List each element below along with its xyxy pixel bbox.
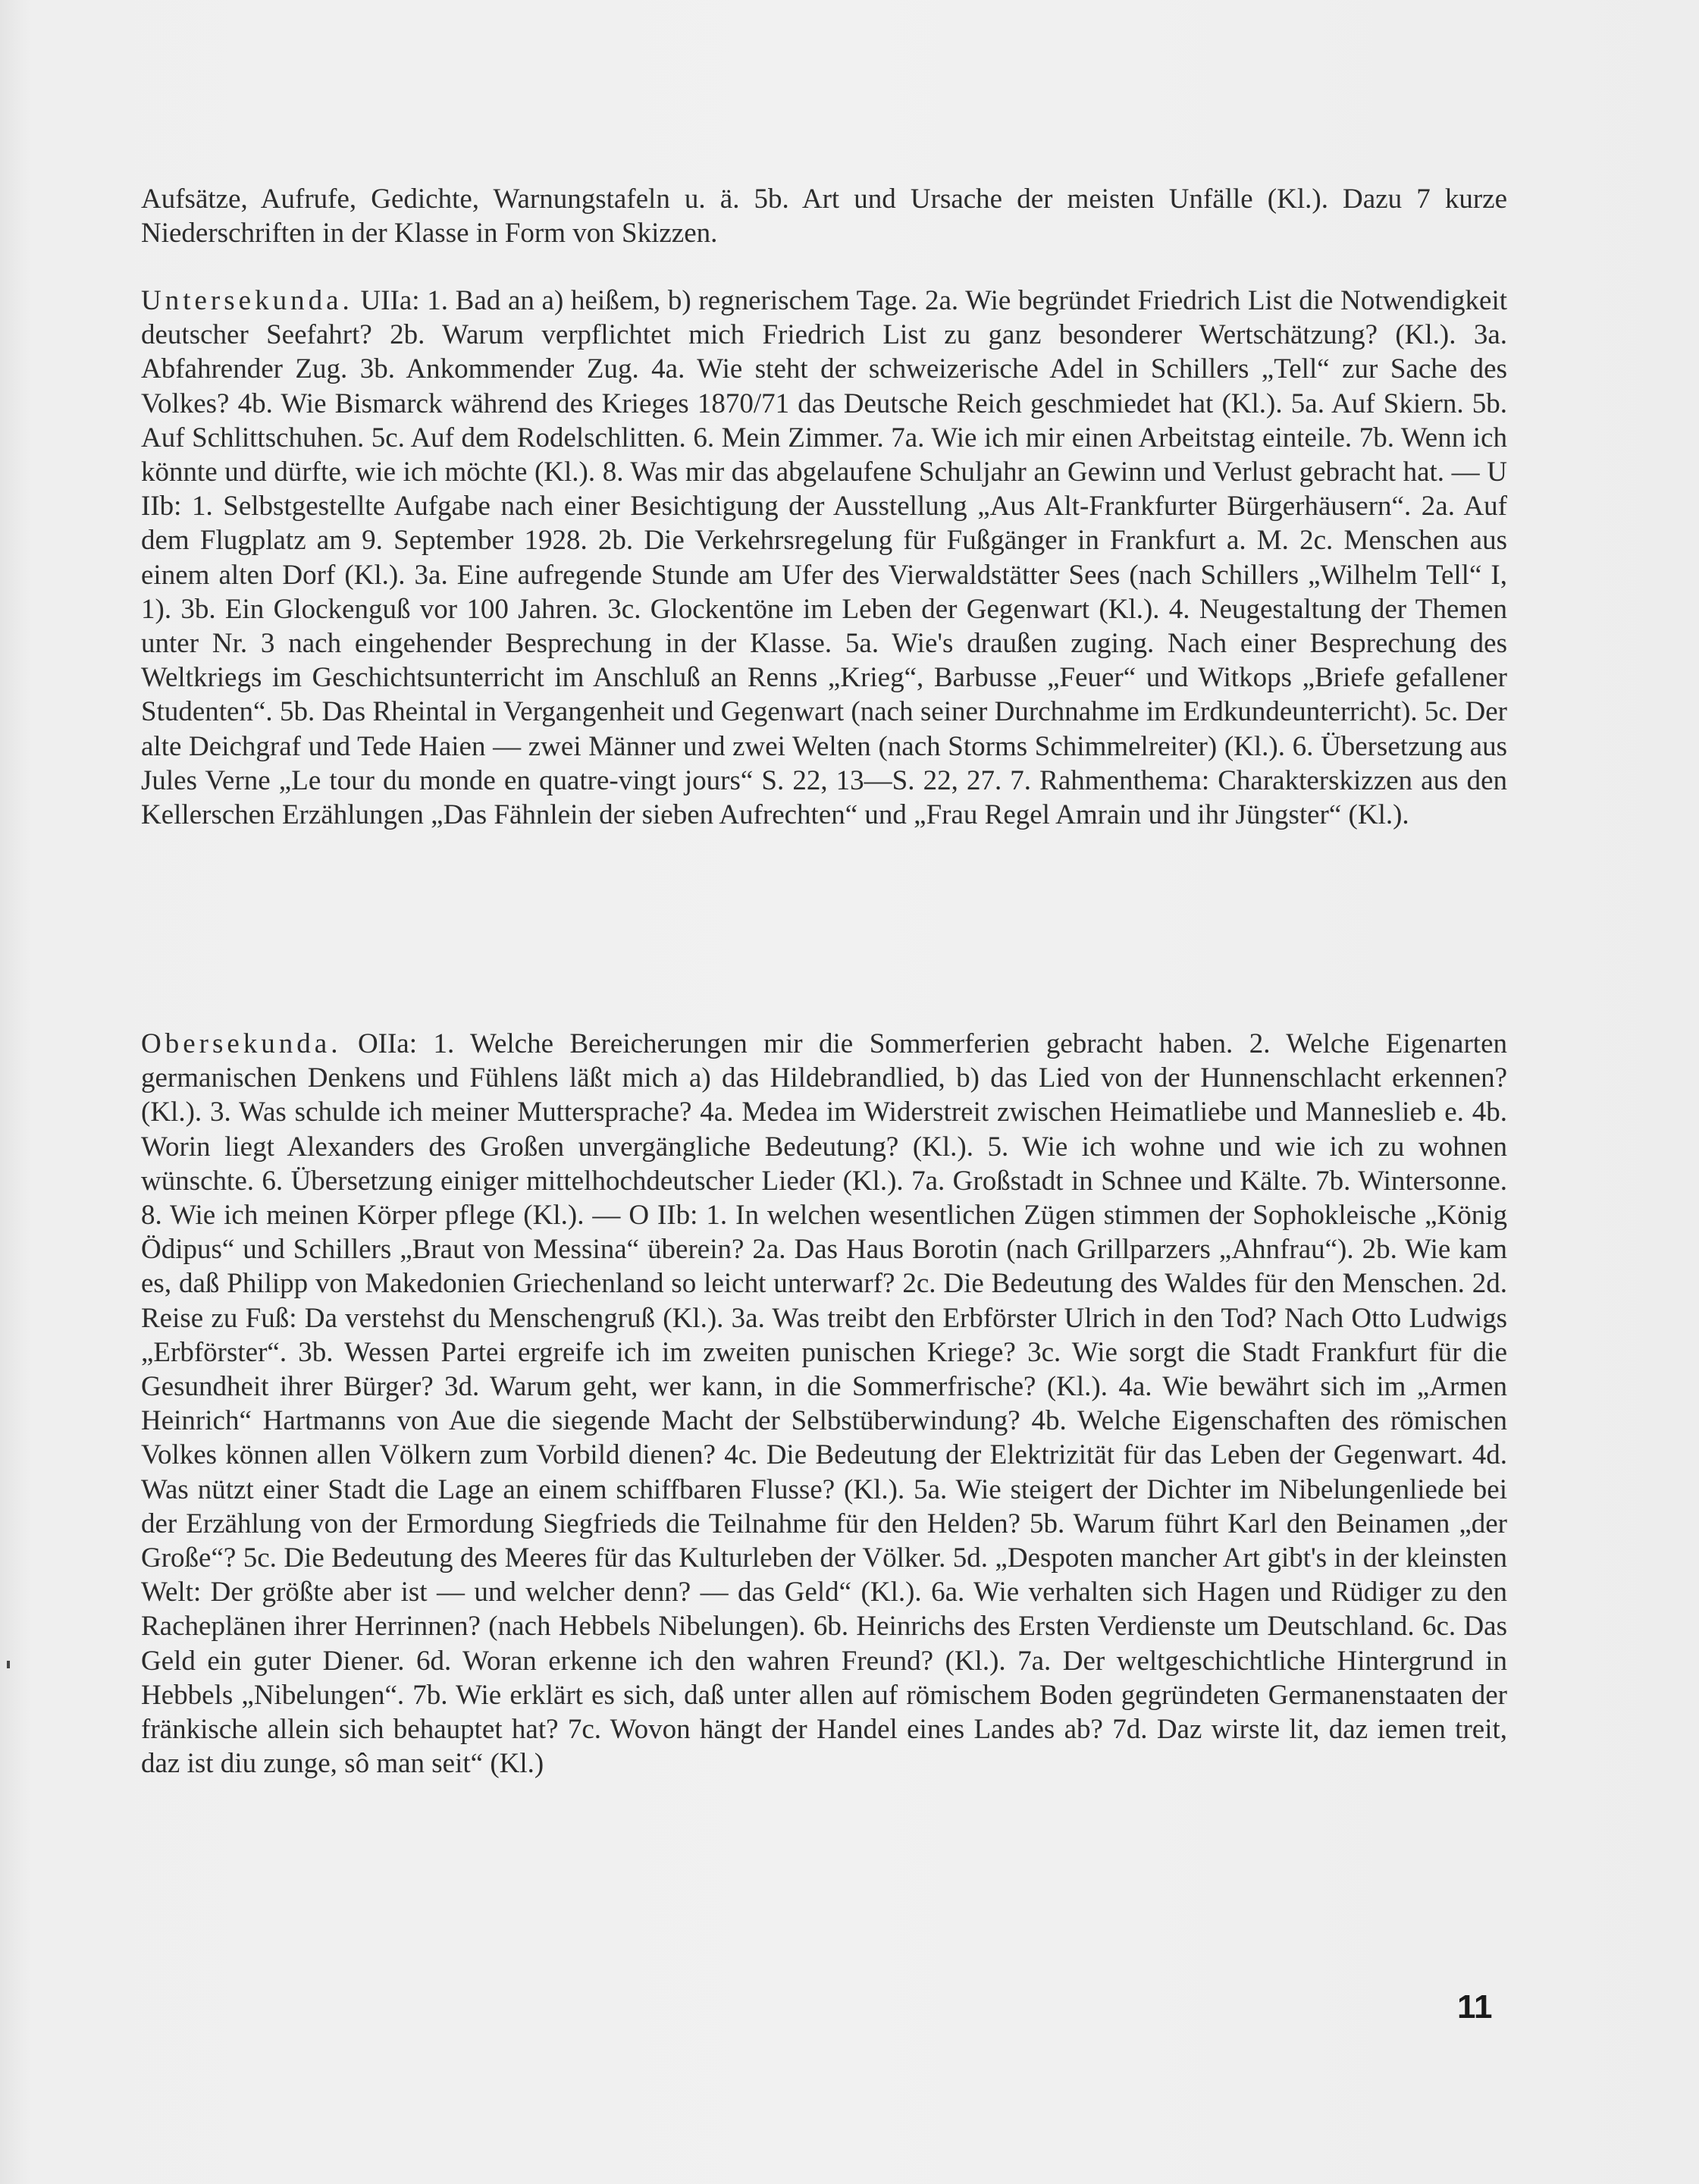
- paragraph-obersekunda: [141, 1027, 1507, 1781]
- paragraph-intro: [141, 182, 1507, 250]
- section-heading-untersekunda: Untersekunda.: [141, 285, 353, 316]
- paragraph-obersekunda-text: OIIa: 1. Welche Bereicherungen mir die Sommerferien gebracht haben. 2. Welche Eigenarten germanischen Denkens und Fühlens läßt mich a) das Hildebrandlied, b) das Lied von der Hunnenschlacht erkennen? (Kl.). 3. Was schulde ich meiner Muttersprache? 4a. Medea im Widerstreit zwischen Heimatliebe und Manneslieb e. 4b. Worin liegt Alexanders des Großen unvergängliche Bedeutung? (Kl.). 5. Wie ich wohne und wie ich zu wohnen wünschte. 6. Übersetzung einiger mittelhochdeutscher Lieder (Kl.). 7a. Großstadt in Schnee und Kälte. 7b. Wintersonne. 8. Wie ich meinen Körper pflege (Kl.). — O IIb: 1. In welchen wesentlichen Zügen stimmen der Sophokleische „König Ödipus“ und Schillers „Braut von Messina“ überein? 2a. Das Haus Borotin (nach Grillparzers „Ahnfrau“). 2b. Wie kam es, daß Philipp von Makedonien Griechenland so leicht unterwarf? 2c. Die Bedeutung des Waldes für den Menschen. 2d. Reise zu Fuß: Da verstehst du Menschengruß (Kl.). 3a. Was treibt den Erbförster Ulrich in den Tod? Nach Otto Ludwigs „Erbförster“. 3b. Wessen Partei ergreife ich im zweiten punischen Kriege? 3c. Wie sorgt die Stadt Frankfurt für die Gesundheit ihrer Bürger? 3d. Warum geht, wer kann, in die Sommerfrische? (Kl.). 4a. Wie bewährt sich im „Armen Heinrich“ Hartmanns von Aue die siegende Macht der Selbstüberwindung? 4b. Welche Eigenschaften des römischen Volkes können allen Völkern zum Vorbild dienen? 4c. Die Bedeutung der Elektrizität für das Leben der Gegenwart. 4d. Was nützt einer Stadt die Lage an einem schiffbaren Flusse? (Kl.). 5a. Wie steigert der Dichter im Nibelungenliede bei der Erzählung von der Ermordung Siegfrieds die Teilnahme für den Helden? 5b. Warum führt Karl den Beinamen „der Große“? 5c. Die Bedeutung des Meeres für das Kulturleben der Völker. 5d. „Despoten mancher Art gibt's in der kleinsten Welt: Der größte aber ist — und welcher denn? — das Geld“ (Kl.). 6a. Wie verhalten sich Hagen und Rüdiger zu den Racheplänen ihrer Herrinnen? (nach Hebbels Nibelungen). 6b. Heinrichs des Ersten Verdienste um Deutschland. 6c. Das Geld ein guter Diener. 6d. Woran erkenne ich den wahren Freund? (Kl.). 7a. Der weltgeschichtliche Hintergrund in Hebbels „Nibelungen“. 7b. Wie erklärt es sich, daß unter allen auf römischem Boden gegründeten Germanenstaaten der fränkische allein sich behauptet hat? 7c. Wovon hängt der Handel eines Landes ab? 7d. Daz wirste lit, daz iemen treit, daz ist diu zunge, sô man seit“ (Kl.): [141, 1028, 1507, 1780]
- page-number: 11: [1457, 1988, 1493, 2026]
- margin-mark: [7, 1661, 10, 1668]
- section-heading-obersekunda: Obersekunda.: [141, 1028, 342, 1059]
- paragraph-intro-text: Aufsätze, Aufrufe, Gedichte, Warnungstafeln u. ä. 5b. Art und Ursache der meisten Unfälle (Kl.). Dazu 7 kurze Niederschriften in der Klasse in Form von Skizzen.: [141, 184, 1507, 249]
- paragraph-untersekunda-text: UIIa: 1. Bad an a) heißem, b) regnerischem Tage. 2a. Wie begründet Friedrich List die Notwendigkeit deutscher Seefahrt? 2b. Warum verpflichtet mich Friedrich List zu ganz besonderer Wertschätzung? (Kl.). 3a. Abfahrender Zug. 3b. Ankommender Zug. 4a. Wie steht der schweizerische Adel in Schillers „Tell“ zur Sache des Volkes? 4b. Wie Bismarck während des Krieges 1870/71 das Deutsche Reich geschmiedet hat (Kl.). 5a. Auf Skiern. 5b. Auf Schlittschuhen. 5c. Auf dem Rodelschlitten. 6. Mein Zimmer. 7a. Wie ich mir einen Arbeitstag einteile. 7b. Wenn ich könnte und dürfte, wie ich möchte (Kl.). 8. Was mir das abgelaufene Schuljahr an Gewinn und Verlust gebracht hat. — U IIb: 1. Selbstgestellte Aufgabe nach einer Besichtigung der Ausstellung „Aus Alt-Frankfurter Bürgerhäusern“. 2a. Auf dem Flugplatz am 9. September 1928. 2b. Die Verkehrsregelung für Fußgänger in Frankfurt a. M. 2c. Menschen aus einem alten Dorf (Kl.). 3a. Eine aufregende Stunde am Ufer des Vierwaldstätter Sees (nach Schillers „Wilhelm Tell“ I, 1). 3b. Ein Glockenguß vor 100 Jahren. 3c. Glockentöne im Leben der Gegenwart (Kl.). 4. Neugestaltung der Themen unter Nr. 3 nach eingehender Besprechung in der Klasse. 5a. Wie's draußen zuging. Nach einer Besprechung des Weltkriegs im Geschichtsunterricht im Anschluß an Renns „Krieg“, Barbusse „Feuer“ und Witkops „Briefe gefallener Studenten“. 5b. Das Rheintal in Vergangenheit und Gegenwart (nach seiner Durchnahme im Erdkundeunterricht). 5c. Der alte Deichgraf und Tede Haien — zwei Männer und zwei Welten (nach Storms Schimmelreiter) (Kl.). 6. Übersetzung aus Jules Verne „Le tour du monde en quatre-vingt jours“ S. 22, 13—S. 22, 27. 7. Rahmenthema: Charakterskizzen aus den Kellerschen Erzählungen „Das Fähnlein der sieben Aufrechten“ und „Frau Regel Amrain und ihr Jüngster“ (Kl.).: [141, 285, 1507, 831]
- paragraph-untersekunda: [141, 284, 1507, 832]
